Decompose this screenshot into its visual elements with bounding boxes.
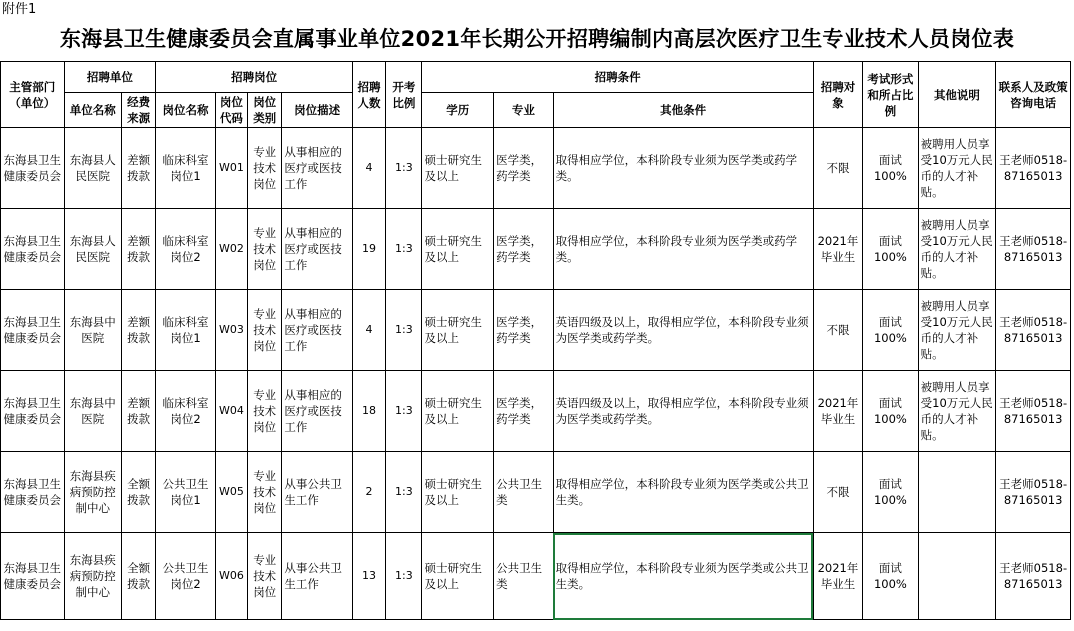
cell-count[interactable]: 2 (352, 452, 385, 533)
cell-type[interactable]: 专业技术岗位 (248, 209, 282, 290)
cell-major[interactable]: 医学类，药学类 (494, 128, 554, 209)
cell-exam[interactable]: 面试100% (863, 533, 918, 620)
cell-dept[interactable]: 东海县卫生健康委员会 (1, 128, 65, 209)
header-unit-name[interactable]: 单位名称 (64, 93, 121, 128)
cell-type[interactable]: 专业技术岗位 (248, 452, 282, 533)
cell-code[interactable]: W02 (215, 209, 247, 290)
table-row (1, 290, 1071, 371)
cell-notes[interactable]: 被聘用人员享受10万元人民币的人才补贴。 (918, 209, 996, 290)
cell-count[interactable]: 19 (352, 209, 385, 290)
cell-type[interactable]: 专业技术岗位 (248, 128, 282, 209)
table-row (1, 533, 1071, 620)
cell-unit[interactable]: 东海县疾病预防控制中心 (64, 533, 121, 620)
cell-dept[interactable]: 东海县卫生健康委员会 (1, 371, 65, 452)
cell-exam[interactable]: 面试100% (863, 371, 918, 452)
cell-other[interactable]: 取得相应学位，本科阶段专业须为医学类或药学类。 (553, 209, 813, 290)
cell-unit[interactable]: 东海县人民医院 (64, 209, 121, 290)
cell-desc[interactable]: 从事相应的医疗或医技工作 (282, 290, 353, 371)
cell-unit[interactable]: 东海县中医院 (64, 371, 121, 452)
cell-count[interactable]: 4 (352, 128, 385, 209)
cell-education[interactable]: 硕士研究生及以上 (422, 290, 494, 371)
cell-other[interactable]: 取得相应学位，本科阶段专业须为医学类或公共卫生类。 (553, 452, 813, 533)
cell-funding[interactable]: 全额拨款 (122, 533, 156, 620)
cell-post[interactable]: 临床科室岗位1 (156, 128, 216, 209)
cell-dept[interactable]: 东海县卫生健康委员会 (1, 533, 65, 620)
cell-exam[interactable]: 面试100% (863, 290, 918, 371)
cell-code[interactable]: W05 (215, 452, 247, 533)
header-count[interactable]: 招聘人数 (352, 62, 385, 128)
page-title: 东海县卫生健康委员会直属事业单位2021年长期公开招聘编制内高层次医疗卫生专业技术人员岗位表 (59, 27, 1015, 51)
cell-post[interactable]: 临床科室岗位2 (156, 209, 216, 290)
cell-desc[interactable]: 从事公共卫生工作 (282, 533, 353, 620)
cell-major[interactable]: 医学类，药学类 (494, 290, 554, 371)
cell-other[interactable]: 取得相应学位，本科阶段专业须为医学类或药学类。 (553, 128, 813, 209)
cell-desc[interactable]: 从事公共卫生工作 (282, 452, 353, 533)
cell-target[interactable]: 2021年毕业生 (813, 371, 862, 452)
cell-post[interactable]: 临床科室岗位2 (156, 371, 216, 452)
header-post-name[interactable]: 岗位名称 (156, 93, 216, 128)
cell-type[interactable]: 专业技术岗位 (248, 371, 282, 452)
cell-major[interactable]: 公共卫生类 (494, 452, 554, 533)
cell-dept[interactable]: 东海县卫生健康委员会 (1, 209, 65, 290)
positions-table (0, 61, 1071, 620)
cell-funding[interactable]: 差额拨款 (122, 128, 156, 209)
header-unit-group[interactable]: 招聘单位 (64, 62, 156, 93)
cell-post[interactable]: 公共卫生岗位2 (156, 533, 216, 620)
cell-code[interactable]: W03 (215, 290, 247, 371)
cell-contact[interactable]: 王老师0518-87165013 (996, 209, 1071, 290)
cell-ratio[interactable]: 1:3 (386, 209, 422, 290)
cell-contact[interactable]: 王老师0518-87165013 (996, 128, 1071, 209)
cell-funding[interactable]: 差额拨款 (122, 209, 156, 290)
cell-notes[interactable]: 被聘用人员享受10万元人民币的人才补贴。 (918, 128, 996, 209)
cell-major[interactable]: 公共卫生类 (494, 533, 554, 620)
cell-target[interactable]: 不限 (813, 290, 862, 371)
cell-count[interactable]: 18 (352, 371, 385, 452)
cell-type[interactable]: 专业技术岗位 (248, 533, 282, 620)
cell-dept[interactable]: 东海县卫生健康委员会 (1, 452, 65, 533)
cell-dept[interactable]: 东海县卫生健康委员会 (1, 290, 65, 371)
cell-target[interactable]: 不限 (813, 452, 862, 533)
cell-code[interactable]: W01 (215, 128, 247, 209)
header-target[interactable]: 招聘对象 (813, 62, 862, 128)
header-ratio[interactable]: 开考比例 (386, 62, 422, 128)
cell-target[interactable]: 不限 (813, 128, 862, 209)
cell-count[interactable]: 13 (352, 533, 385, 620)
cell-ratio[interactable]: 1:3 (386, 128, 422, 209)
cell-education[interactable]: 硕士研究生及以上 (422, 533, 494, 620)
table-row (1, 128, 1071, 209)
cell-target[interactable]: 2021年毕业生 (813, 209, 862, 290)
cell-funding[interactable]: 差额拨款 (122, 290, 156, 371)
cell-major[interactable]: 医学类，药学类 (494, 371, 554, 452)
header-conditions-group[interactable]: 招聘条件 (422, 62, 813, 93)
cell-unit[interactable]: 东海县疾病预防控制中心 (64, 452, 121, 533)
cell-post[interactable]: 公共卫生岗位1 (156, 452, 216, 533)
cell-funding[interactable]: 全额拨款 (122, 452, 156, 533)
cell-code[interactable]: W06 (215, 533, 247, 620)
cell-education[interactable]: 硕士研究生及以上 (422, 128, 494, 209)
cell-notes[interactable] (918, 533, 996, 620)
cell-other[interactable]: 英语四级及以上，取得相应学位，本科阶段专业须为医学类或药学类。 (553, 371, 813, 452)
cell-contact[interactable]: 王老师0518-87165013 (996, 371, 1071, 452)
table-row (1, 371, 1071, 452)
cell-funding[interactable]: 差额拨款 (122, 371, 156, 452)
cell-education[interactable]: 硕士研究生及以上 (422, 209, 494, 290)
cell-contact[interactable]: 王老师0518-87165013 (996, 290, 1071, 371)
cell-unit[interactable]: 东海县人民医院 (64, 128, 121, 209)
cell-code[interactable]: W04 (215, 371, 247, 452)
header-other-conditions[interactable]: 其他条件 (553, 93, 813, 128)
cell-post[interactable]: 临床科室岗位1 (156, 290, 216, 371)
cell-ratio[interactable]: 1:3 (386, 290, 422, 371)
header-major[interactable]: 专业 (494, 93, 554, 128)
cell-desc[interactable]: 从事相应的医疗或医技工作 (282, 371, 353, 452)
cell-ratio[interactable]: 1:3 (386, 371, 422, 452)
attachment-label: 附件1 (2, 2, 37, 17)
table-row (1, 209, 1071, 290)
table-row (1, 452, 1071, 533)
header-education[interactable]: 学历 (422, 93, 494, 128)
cell-contact[interactable]: 王老师0518-87165013 (996, 452, 1071, 533)
cell-exam[interactable]: 面试100% (863, 209, 918, 290)
header-post-group[interactable]: 招聘岗位 (156, 62, 353, 93)
header-notes[interactable]: 其他说明 (918, 62, 996, 128)
cell-target[interactable]: 2021年毕业生 (813, 533, 862, 620)
header-funding[interactable]: 经费来源 (122, 93, 156, 128)
cell-education[interactable]: 硕士研究生及以上 (422, 452, 494, 533)
cell-desc[interactable]: 从事相应的医疗或医技工作 (282, 209, 353, 290)
cell-type[interactable]: 专业技术岗位 (248, 290, 282, 371)
cell-desc[interactable]: 从事相应的医疗或医技工作 (282, 128, 353, 209)
cell-exam[interactable]: 面试100% (863, 452, 918, 533)
cell-unit[interactable]: 东海县中医院 (64, 290, 121, 371)
cell-major[interactable]: 医学类，药学类 (494, 209, 554, 290)
cell-exam[interactable]: 面试100% (863, 128, 918, 209)
cell-other-selected[interactable]: 取得相应学位，本科阶段专业须为医学类或公共卫生类。 (553, 533, 813, 620)
header-exam[interactable]: 考试形式和所占比例 (863, 62, 918, 128)
cell-other[interactable]: 英语四级及以上，取得相应学位，本科阶段专业须为医学类或药学类。 (553, 290, 813, 371)
header-dept[interactable]: 主管部门（单位） (1, 62, 65, 128)
cell-notes[interactable] (918, 452, 996, 533)
header-post-code[interactable]: 岗位代码 (215, 93, 247, 128)
cell-ratio[interactable]: 1:3 (386, 452, 422, 533)
header-contact[interactable]: 联系人及政策咨询电话 (996, 62, 1071, 128)
cell-education[interactable]: 硕士研究生及以上 (422, 371, 494, 452)
cell-notes[interactable]: 被聘用人员享受10万元人民币的人才补贴。 (918, 371, 996, 452)
cell-ratio[interactable]: 1:3 (386, 533, 422, 620)
cell-notes[interactable]: 被聘用人员享受10万元人民币的人才补贴。 (918, 290, 996, 371)
header-post-type[interactable]: 岗位类别 (248, 93, 282, 128)
cell-count[interactable]: 4 (352, 290, 385, 371)
cell-contact[interactable]: 王老师0518-87165013 (996, 533, 1071, 620)
header-post-desc[interactable]: 岗位描述 (282, 93, 353, 128)
